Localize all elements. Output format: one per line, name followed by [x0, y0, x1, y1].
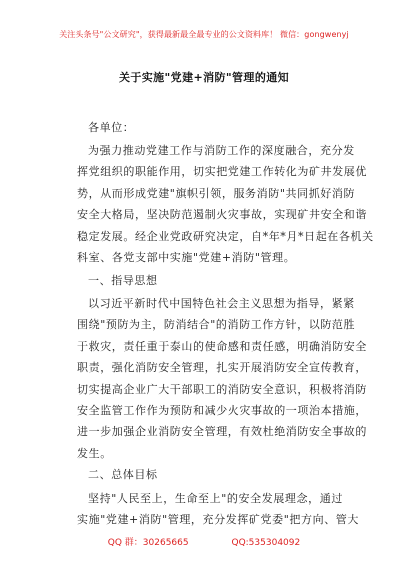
intro-paragraph: [77, 140, 374, 268]
paragraph-line: 安全监管工作作为预防和减少火灾事故的一项治本措施，: [77, 403, 367, 417]
paragraph-line: 职责，强化消防安全管理，扎实开展消防安全宣传教育，: [77, 361, 367, 375]
paragraph-line: 进一步加强企业消防安全管理，有效杜绝消防安全事故的: [77, 425, 367, 439]
paragraph-line: 实施"党建+消防"管理，充分发挥矿党委"把方向、管大: [77, 513, 359, 527]
paragraph-line: 坚持"人民至上，生命至上"的安全发展理念，通过: [88, 492, 343, 505]
paragraph-line: 切实提高企业广大干部职工的消防安全意识，积极将消防: [77, 382, 367, 396]
section-heading-guiding-ideology: 一、指导思想: [88, 274, 158, 287]
footer-contact: [0, 535, 408, 548]
overall-goal-paragraph: [77, 488, 359, 531]
paragraph-line: 稳定发展。经企业党政研究决定，自*年*月*日起在各机关: [77, 229, 374, 243]
top-banner: 关注头条号"公文研究"，获得最新最全最专业的公文资料库！ 微信：gongwenyj: [59, 30, 349, 39]
section-heading-overall-goal: 二、总体目标: [88, 468, 158, 481]
paragraph-line: 科室、各党支部中实施"党建+消防"管理。: [77, 250, 296, 264]
paragraph-line: 于救灾，责任重于泰山的使命感和责任感，明确消防安全: [77, 339, 367, 353]
paragraph-line: 发生。: [77, 446, 112, 460]
paragraph-line: 挥党组织的职能作用，切实把党建工作转化为矿井发展优: [77, 165, 367, 179]
paragraph-line: 势，从而形成党建"旗帜引领，服务消防"共同抓好消防: [77, 186, 356, 200]
paragraph-line: 以习近平新时代中国特色社会主义思想为指导，紧紧: [88, 297, 355, 310]
paragraph-line: 安全大格局，坚决防范遏制火灾事故，实现矿井安全和谐: [77, 208, 367, 222]
guiding-ideology-paragraph: [77, 293, 367, 464]
salutation: 各单位：: [88, 121, 135, 134]
document-title: 关于实施"党建+消防"管理的通知: [118, 71, 290, 84]
paragraph-line: 围绕"预防为主，防消结合"的消防工作方针，以防范胜: [77, 318, 356, 332]
footer-qq: QQ:535304092: [231, 538, 301, 548]
footer-qq-group: QQ 群：30265665: [107, 538, 189, 548]
paragraph-line: 为强力推动党建工作与消防工作的深度融合，充分发: [88, 144, 355, 157]
